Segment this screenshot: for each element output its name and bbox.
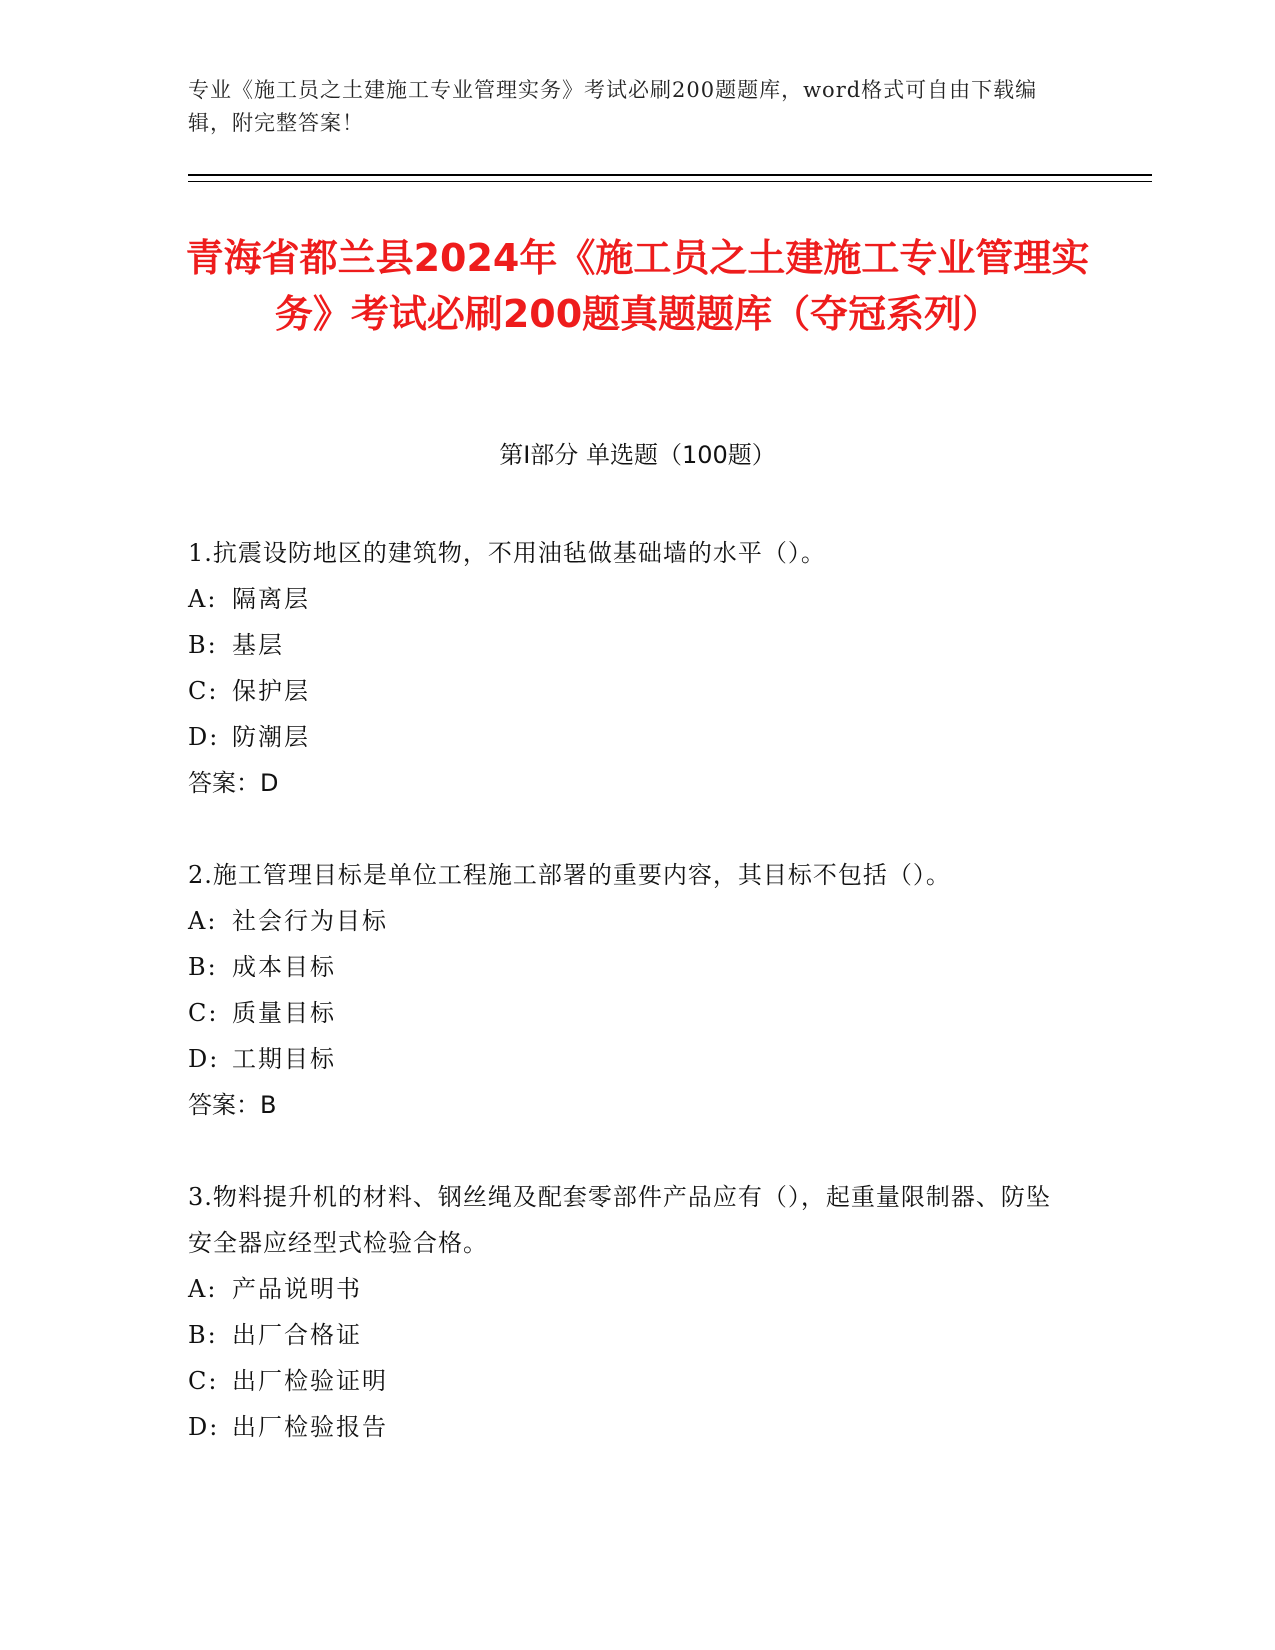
question-2 [188, 852, 1068, 1128]
option-text: 基层 [232, 631, 284, 659]
option-text: 工期目标 [232, 1045, 336, 1073]
option-text: 出厂合格证 [232, 1321, 362, 1349]
question-list [188, 530, 1068, 1496]
option-letter: B: [188, 1321, 218, 1349]
option-text: 保护层 [232, 677, 310, 705]
question-1 [188, 530, 1068, 806]
option-text: 产品说明书 [232, 1275, 362, 1303]
option-d [188, 1036, 1068, 1082]
option-d [188, 1404, 1068, 1450]
option-c [188, 990, 1068, 1036]
header-note: 专业《施工员之土建施工专业管理实务》考试必刷200题题库，word格式可自由下载编辑，附完整答案！ [188, 78, 1038, 135]
option-letter: C: [188, 1367, 219, 1395]
option-text: 出厂检验证明 [232, 1367, 388, 1395]
header-rule-thin [188, 181, 1152, 182]
option-letter: A: [188, 907, 218, 935]
document-title: 青海省都兰县2024年《施工员之土建施工专业管理实务》考试必刷200题真题题库（夺冠系列） [185, 236, 1090, 336]
option-text: 成本目标 [232, 953, 336, 981]
option-letter: C: [188, 999, 219, 1027]
option-text: 质量目标 [232, 999, 336, 1027]
option-letter: C: [188, 677, 219, 705]
option-letter: A: [188, 585, 218, 613]
option-letter: D: [188, 1045, 220, 1073]
section-title: 第Ⅰ部分 单选题（100题） [499, 441, 776, 469]
option-a [188, 1266, 1068, 1312]
option-text: 隔离层 [232, 585, 310, 613]
question-stem: 1.抗震设防地区的建筑物，不用油毡做基础墙的水平（）。 [188, 539, 826, 567]
question-3 [188, 1174, 1068, 1450]
option-b [188, 622, 1068, 668]
question-stem: 3.物料提升机的材料、钢丝绳及配套零部件产品应有（），起重量限制器、防坠安全器应经型式检验合格。 [188, 1183, 1051, 1257]
option-letter: B: [188, 953, 218, 981]
header-rule-thick [188, 174, 1152, 176]
option-text: 防潮层 [232, 723, 310, 751]
answer-text: 答案：B [188, 1091, 277, 1119]
option-b [188, 1312, 1068, 1358]
option-c [188, 668, 1068, 714]
option-a [188, 576, 1068, 622]
option-letter: D: [188, 1413, 220, 1441]
option-text: 社会行为目标 [232, 907, 388, 935]
option-b [188, 944, 1068, 990]
option-letter: D: [188, 723, 220, 751]
answer-text: 答案：D [188, 769, 279, 797]
option-text: 出厂检验报告 [232, 1413, 388, 1441]
option-c [188, 1358, 1068, 1404]
option-d [188, 714, 1068, 760]
option-a [188, 898, 1068, 944]
question-stem: 2.施工管理目标是单位工程施工部署的重要内容，其目标不包括（）。 [188, 861, 951, 889]
option-letter: B: [188, 631, 218, 659]
option-letter: A: [188, 1275, 218, 1303]
